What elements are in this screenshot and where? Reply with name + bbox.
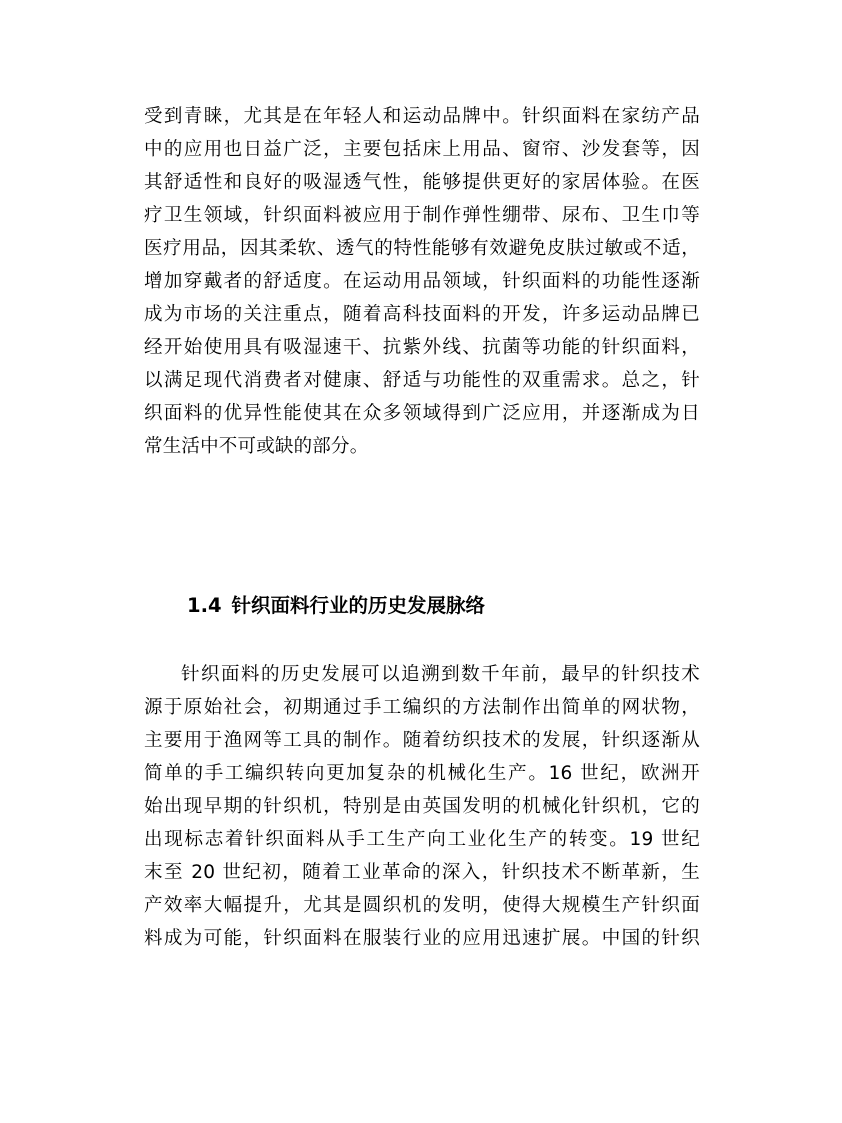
paragraph-line: 成为市场的关注重点，随着高科技面料的开发，许多运动品牌已	[144, 304, 700, 325]
paragraph-line: 增加穿戴者的舒适度。在运动用品领域，针织面料的功能性逐渐	[144, 271, 700, 292]
section-number: 1.4	[187, 594, 222, 617]
paragraph-line: 源于原始社会，初期通过手工编织的方法制作出简单的网状物，	[144, 697, 700, 718]
paragraph-line: 始出现早期的针织机，特别是由英国发明的机械化针织机，它的	[144, 796, 700, 817]
paragraph-line: 简单的手工编织转向更加复杂的机械化生产。16 世纪，欧洲开	[144, 763, 700, 784]
paragraph-line: 出现标志着针织面料从手工生产向工业化生产的转变。19 世纪	[144, 829, 700, 850]
body-paragraph-1	[144, 100, 700, 463]
paragraph-line: 常生活中不可或缺的部分。	[144, 436, 369, 457]
body-paragraph-2	[144, 658, 700, 955]
paragraph-line: 疗卫生领域，针织面料被应用于制作弹性绷带、尿布、卫生巾等	[144, 205, 700, 226]
paragraph-line: 受到青睐，尤其是在年轻人和运动品牌中。针织面料在家纺产品	[144, 106, 700, 127]
paragraph-line: 经开始使用具有吸湿速干、抗紫外线、抗菌等功能的针织面料，	[144, 337, 700, 358]
section-title: 针织面料行业的历史发展脉络	[231, 594, 486, 617]
paragraph-line: 主要用于渔网等工具的制作。随着纺织技术的发展，针织逐渐从	[144, 730, 700, 751]
paragraph-line: 产效率大幅提升，尤其是圆织机的发明，使得大规模生产针织面	[144, 895, 700, 916]
section-heading	[187, 588, 485, 624]
paragraph-line: 中的应用也日益广泛，主要包括床上用品、窗帘、沙发套等，因	[144, 139, 700, 160]
paragraph-line: 料成为可能，针织面料在服装行业的应用迅速扩展。中国的针织	[144, 928, 700, 949]
paragraph-line: 织面料的优异性能使其在众多领域得到广泛应用，并逐渐成为日	[144, 403, 700, 424]
paragraph-line: 医疗用品，因其柔软、透气的特性能够有效避免皮肤过敏或不适，	[144, 238, 700, 259]
paragraph-line: 以满足现代消费者对健康、舒适与功能性的双重需求。总之，针	[144, 370, 700, 391]
paragraph-line: 末至 20 世纪初，随着工业革命的深入，针织技术不断革新，生	[144, 862, 700, 883]
paragraph-line: 其舒适性和良好的吸湿透气性，能够提供更好的家居体验。在医	[144, 172, 700, 193]
paragraph-line: 针织面料的历史发展可以追溯到数千年前，最早的针织技术	[181, 664, 700, 685]
